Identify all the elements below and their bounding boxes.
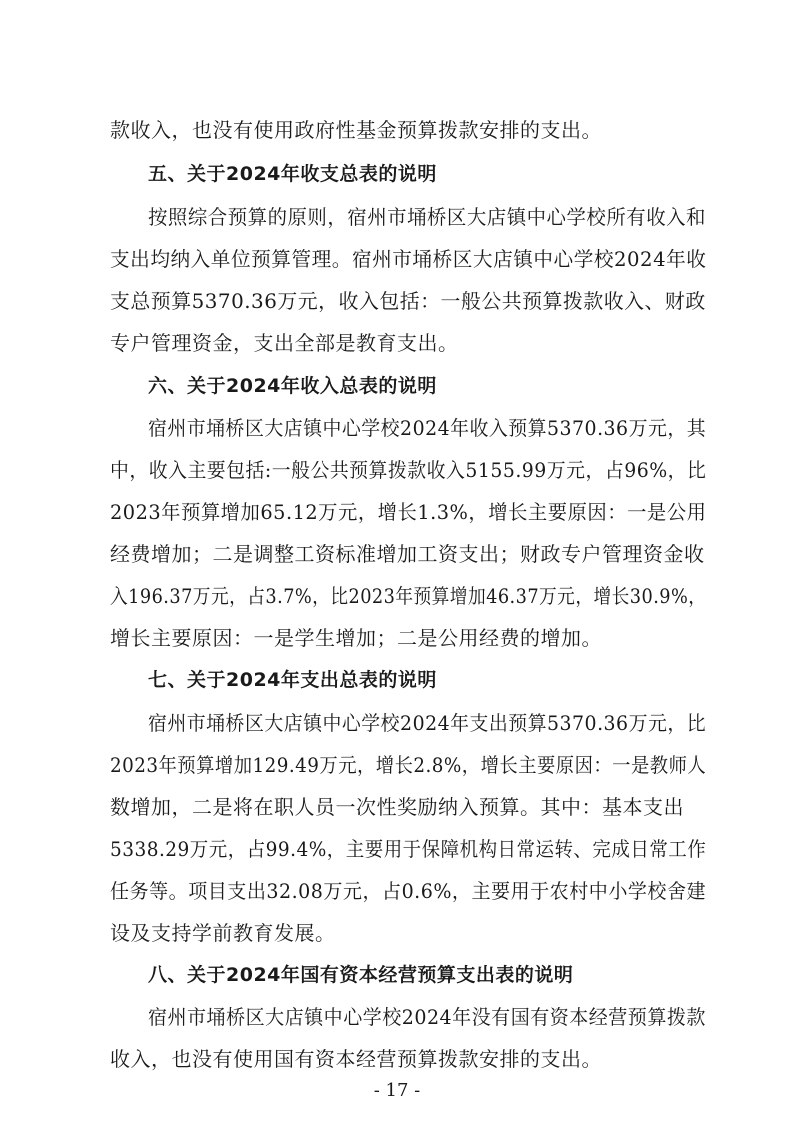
section-7-line: 设及支持学前教育发展。 bbox=[110, 921, 336, 945]
section-6-line: 经费增加；二是调整工资标准增加工资支出；财政专户管理资金收 bbox=[110, 542, 705, 566]
section-6-line: 中，收入主要包括:一般公共预算拨款收入5155.99万元，占96%，比 bbox=[110, 458, 707, 482]
section-5-heading: 五、关于2024年收支总表的说明 bbox=[148, 163, 437, 185]
section-5-line: 按照综合预算的原则，宿州市埇桥区大店镇中心学校所有收入和 bbox=[148, 205, 706, 229]
section-8-line: 收入，也没有使用国有资本经营预算拨款安排的支出。 bbox=[110, 1047, 602, 1071]
section-7-line: 2023年预算增加129.49万元，增长2.8%，增长主要原因：一是教师人 bbox=[110, 753, 707, 777]
section-5-line: 支总预算5370.36万元，收入包括：一般公共预算拨款收入、财政 bbox=[110, 289, 706, 313]
section-8-heading: 八、关于2024年国有资本经营预算支出表的说明 bbox=[148, 964, 574, 986]
section-5-line: 专户管理资金，支出全部是教育支出。 bbox=[110, 331, 459, 355]
section-5-line: 支出均纳入单位预算管理。宿州市埇桥区大店镇中心学校2024年收 bbox=[110, 247, 707, 271]
section-7-heading: 七、关于2024年支出总表的说明 bbox=[148, 669, 437, 691]
section-6-heading: 六、关于2024年收入总表的说明 bbox=[148, 375, 437, 397]
section-4-tail-line: 款收入，也没有使用政府性基金预算拨款安排的支出。 bbox=[110, 118, 602, 142]
section-6-line: 2023年预算增加65.12万元，增长1.3%，增长主要原因：一是公用 bbox=[110, 500, 707, 524]
section-7-line: 任务等。项目支出32.08万元，占0.6%，主要用于农村中小学校舍建 bbox=[110, 879, 707, 903]
page-number: - 17 - bbox=[373, 1080, 421, 1101]
section-7-line: 数增加，二是将在职人员一次性奖励纳入预算。其中：基本支出 bbox=[110, 795, 684, 819]
section-6-line: 入196.37万元，占3.7%，比2023年预算增加46.37万元，增长30.9%， bbox=[110, 584, 707, 608]
section-8-line: 宿州市埇桥区大店镇中心学校2024年没有国有资本经营预算拨款 bbox=[148, 1005, 706, 1029]
section-7-line: 宿州市埇桥区大店镇中心学校2024年支出预算5370.36万元，比 bbox=[148, 711, 707, 735]
section-6-line: 宿州市埇桥区大店镇中心学校2024年收入预算5370.36万元，其 bbox=[148, 416, 707, 440]
section-7-line: 5338.29万元，占99.4%，主要用于保障机构日常运转、完成日常工作 bbox=[110, 837, 707, 861]
section-6-line: 增长主要原因：一是学生增加；二是公用经费的增加。 bbox=[110, 626, 602, 650]
